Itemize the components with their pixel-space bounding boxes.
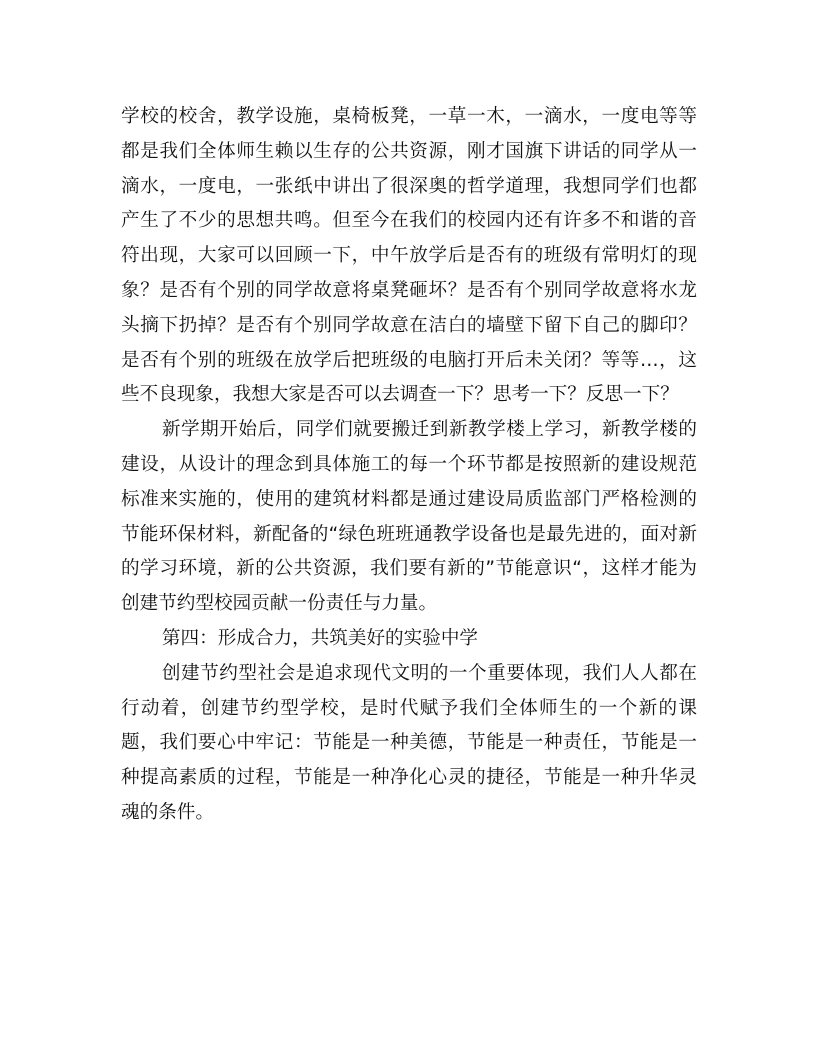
- document-body: [121, 100, 697, 831]
- section-heading-fourth: 第四：形成合力，共筑美好的实验中学: [161, 627, 479, 649]
- paragraph-conservation-society: 创建节约型社会是追求现代文明的一个重要体现，我们人人都在行动着，创建节约型学校，是时代赋予我们全体师生的一个新的课题，我们要心中牢记：节能是一种美德，节能是一种责任，节能是一种提高素质的过程，节能是一种净化心灵的捷径，节能是一种升华灵魂的条件。: [121, 662, 697, 823]
- paragraph-public-resources: 学校的校舍，教学设施，桌椅板凳，一草一木，一滴水，一度电等等都是我们全体师生赖以生存的公共资源，刚才国旗下讲话的同学从一滴水，一度电，一张纸中讲出了很深奥的哲学道理，我想同学们也都产生了不少的思想共鸣。但至今在我们的校园内还有许多不和谐的音符出现，大家可以回顾一下，中午放学后是否有的班级有常明灯的现象？是否有个别的同学故意将桌凳砸坏？是否有个别同学故意将水龙头摘下扔掉？是否有个别同学故意在洁白的墙壁下留下自己的脚印？是否有个别的班级在放学后把班级的电脑打开后未关闭？等等…，这些不良现象，我想大家是否可以去调查一下？思考一下？反思一下？: [121, 106, 697, 406]
- paragraph-new-building: 新学期开始后，同学们就要搬迁到新教学楼上学习，新教学楼的建设，从设计的理念到具体施工的每一个环节都是按照新的建设规范标准来实施的，使用的建筑材料都是通过建设局质监部门严格检测的节能环保材料，新配备的“绿色班班通教学设备也是最先进的，面对新的学习环境，新的公共资源，我们要有新的”节能意识“，这样才能为创建节约型校园贡献一份责任与力量。: [121, 419, 697, 615]
